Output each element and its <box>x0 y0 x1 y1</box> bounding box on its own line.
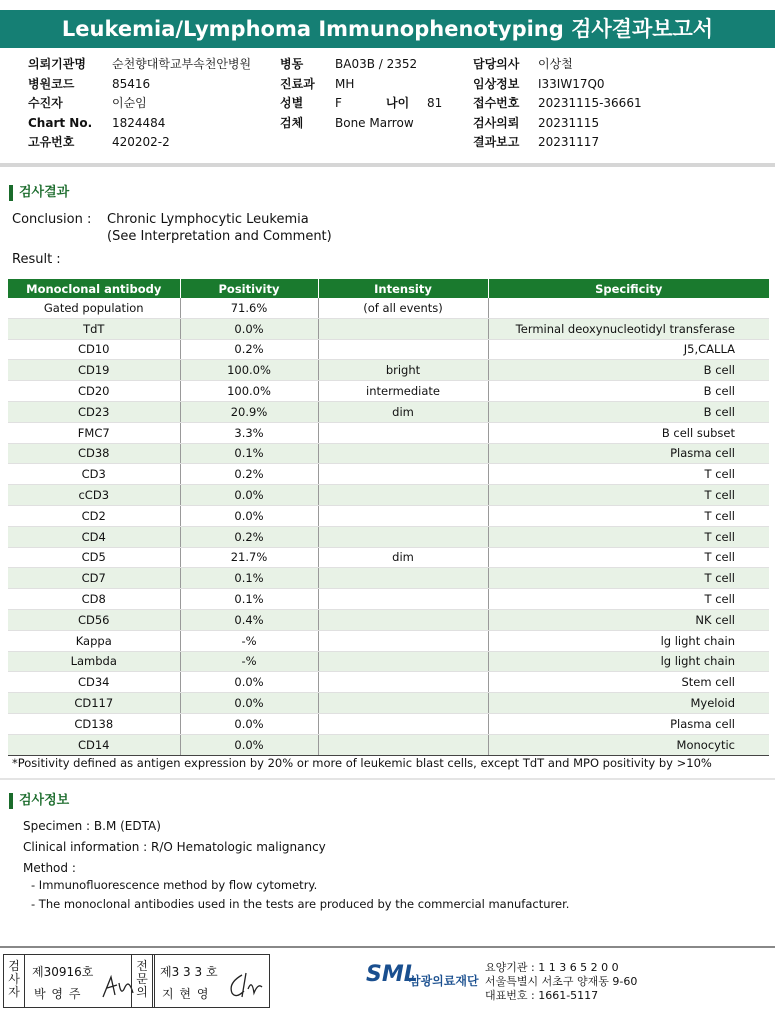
table-row <box>8 318 769 339</box>
intensity-cell <box>318 505 488 526</box>
antibody-cell: TdT <box>8 318 180 339</box>
field-label: 고유번호 <box>28 135 75 149</box>
specificity-cell: lg light chain <box>488 651 769 672</box>
field-label: 검사의뢰 <box>473 115 520 130</box>
age-label: 나이 <box>386 96 410 110</box>
intensity-cell <box>318 630 488 651</box>
positivity-cell: 100.0% <box>180 360 318 381</box>
age-value: 81 <box>427 96 443 110</box>
vertical-char: 의 <box>136 985 148 999</box>
positivity-cell: 0.2% <box>180 339 318 360</box>
specialist-license: 제3 3 3 호 <box>160 965 218 979</box>
intensity-cell <box>318 464 488 485</box>
header-field <box>473 94 642 114</box>
positivity-cell: 0.0% <box>180 693 318 714</box>
field-label: Chart No. <box>28 115 93 130</box>
specificity-cell: J5,CALLA <box>488 339 769 360</box>
footnote: *Positivity defined as antigen expression by 20% or more of leukemic blast cells, except TdT and MPO positivity by >10% <box>12 756 712 770</box>
positivity-cell: 0.1% <box>180 568 318 589</box>
table-row <box>8 505 769 526</box>
field-value: 1824484 <box>112 115 166 130</box>
header-field <box>280 114 417 134</box>
field-value: 순천향대학교부속천안병원 <box>112 57 252 71</box>
header-field <box>28 55 251 75</box>
positivity-cell: 0.2% <box>180 464 318 485</box>
specificity-cell: Plasma cell <box>488 443 769 464</box>
table-row <box>8 547 769 568</box>
specialist-name: 지 현 영 <box>162 987 210 1001</box>
header-field <box>28 133 251 153</box>
field-value: BA03B / 2352 <box>335 57 418 71</box>
positivity-cell: 0.1% <box>180 443 318 464</box>
intensity-cell <box>318 693 488 714</box>
antibody-cell: Lambda <box>8 651 180 672</box>
header-field <box>28 75 251 95</box>
results-table <box>8 279 769 756</box>
field-value: 이상철 <box>538 57 573 71</box>
intensity-cell: dim <box>318 401 488 422</box>
header-field <box>473 75 642 95</box>
header-field <box>280 55 417 75</box>
specificity-cell: T cell <box>488 464 769 485</box>
specificity-cell: Monocytic <box>488 734 769 755</box>
specificity-cell: Stem cell <box>488 672 769 693</box>
intensity-cell <box>318 713 488 734</box>
specimen-line: Specimen : B.M (EDTA) <box>23 819 161 833</box>
intensity-cell: intermediate <box>318 381 488 402</box>
specificity-cell: T cell <box>488 505 769 526</box>
positivity-cell: 21.7% <box>180 547 318 568</box>
vertical-char: 검 <box>8 959 20 973</box>
antibody-cell: Kappa <box>8 630 180 651</box>
intensity-cell: dim <box>318 547 488 568</box>
conclusion-line2: (See Interpretation and Comment) <box>107 229 332 244</box>
table-row <box>8 464 769 485</box>
box2-vertical-label <box>134 960 150 999</box>
specificity-cell: T cell <box>488 547 769 568</box>
header-antibody: Monoclonal antibody <box>8 279 180 298</box>
specificity-cell: T cell <box>488 485 769 506</box>
table-row <box>8 422 769 443</box>
antibody-cell: CD19 <box>8 360 180 381</box>
report-title: Leukemia/Lymphoma Immunophenotyping 검사결과보고서 <box>0 10 775 48</box>
positivity-cell: -% <box>180 630 318 651</box>
box1-vertical-label <box>6 960 22 999</box>
table-row <box>8 526 769 547</box>
antibody-cell: CD56 <box>8 609 180 630</box>
field-value: 85416 <box>112 76 151 91</box>
positivity-cell: 0.2% <box>180 526 318 547</box>
conclusion-line1: Chronic Lymphocytic Leukemia <box>107 212 309 227</box>
positivity-cell: 71.6% <box>180 298 318 318</box>
positivity-cell: 0.4% <box>180 609 318 630</box>
report-footer <box>0 946 775 1018</box>
institution-code: 요양기관 : 1 1 3 6 5 2 0 0 <box>485 961 619 974</box>
intensity-cell <box>318 318 488 339</box>
table-row <box>8 381 769 402</box>
antibody-cell: CD10 <box>8 339 180 360</box>
header-col1 <box>28 55 251 153</box>
table-row <box>8 339 769 360</box>
table-row <box>8 298 769 318</box>
positivity-cell: 100.0% <box>180 381 318 402</box>
antibody-cell: CD34 <box>8 672 180 693</box>
table-row <box>8 630 769 651</box>
field-label: 결과보고 <box>473 135 520 149</box>
results-heading: 검사결과 <box>9 185 69 201</box>
positivity-cell: 3.3% <box>180 422 318 443</box>
positivity-cell: 0.1% <box>180 589 318 610</box>
intensity-cell <box>318 609 488 630</box>
antibody-cell: CD7 <box>8 568 180 589</box>
field-value: 20231115 <box>538 115 600 130</box>
antibody-cell: CD2 <box>8 505 180 526</box>
conclusion-label: Conclusion : <box>12 212 92 227</box>
header-col3 <box>473 55 642 153</box>
technician-license: 제30916호 <box>32 965 94 979</box>
antibody-cell: FMC7 <box>8 422 180 443</box>
intensity-cell <box>318 651 488 672</box>
specificity-cell: T cell <box>488 589 769 610</box>
specificity-cell: B cell <box>488 360 769 381</box>
intensity-cell <box>318 485 488 506</box>
header-field <box>28 94 251 114</box>
method-label: Method : <box>23 861 76 875</box>
intensity-cell <box>318 443 488 464</box>
table-row <box>8 568 769 589</box>
field-label: 검체 <box>280 115 304 130</box>
specificity-cell: lg light chain <box>488 630 769 651</box>
antibody-cell: Gated population <box>8 298 180 318</box>
field-label: 접수번호 <box>473 96 520 110</box>
logo-text: SML <box>366 962 418 987</box>
vertical-char: 전 <box>136 959 148 973</box>
field-value: F <box>335 96 342 110</box>
header-intensity: Intensity <box>318 279 488 298</box>
antibody-cell: CD138 <box>8 713 180 734</box>
header-positivity: Positivity <box>180 279 318 298</box>
address: 서울특별시 서초구 양재동 9-60 <box>485 975 638 988</box>
clinical-line: Clinical information : R/O Hematologic malignancy <box>23 840 326 854</box>
positivity-cell: 0.0% <box>180 672 318 693</box>
specificity-cell: NK cell <box>488 609 769 630</box>
specificity-cell: Terminal deoxynucleotidyl transferase <box>488 318 769 339</box>
table-row <box>8 485 769 506</box>
result-label: Result : <box>12 252 61 267</box>
field-value: 20231117 <box>538 135 600 149</box>
field-label: 의뢰기관명 <box>28 57 86 71</box>
specificity-cell: Plasma cell <box>488 713 769 734</box>
specificity-cell: T cell <box>488 526 769 547</box>
header-field <box>28 114 251 134</box>
field-value: Bone Marrow <box>335 115 414 130</box>
signature-box-specialist <box>131 954 270 1008</box>
specificity-cell: Myeloid <box>488 693 769 714</box>
intensity-cell <box>318 422 488 443</box>
table-row <box>8 693 769 714</box>
header-field <box>473 114 642 134</box>
table-row <box>8 401 769 422</box>
age-field <box>386 94 442 113</box>
antibody-cell: cCD3 <box>8 485 180 506</box>
intensity-cell <box>318 734 488 755</box>
positivity-cell: 0.0% <box>180 713 318 734</box>
divider <box>0 778 775 780</box>
intensity-cell <box>318 526 488 547</box>
vertical-char: 사 <box>8 972 20 986</box>
table-row <box>8 672 769 693</box>
footer-contact <box>485 961 637 1003</box>
intensity-cell <box>318 339 488 360</box>
antibody-cell: CD3 <box>8 464 180 485</box>
table-row <box>8 651 769 672</box>
divider <box>0 163 775 167</box>
field-value: MH <box>335 76 355 91</box>
vertical-char: 문 <box>136 972 148 986</box>
field-label: 병동 <box>280 57 304 71</box>
field-value: 이순임 <box>112 96 147 110</box>
specificity-cell: T cell <box>488 568 769 589</box>
positivity-cell: 0.0% <box>180 505 318 526</box>
specificity-cell: B cell subset <box>488 422 769 443</box>
antibody-cell: CD23 <box>8 401 180 422</box>
field-value: I33IW17Q0 <box>538 76 605 91</box>
table-row <box>8 713 769 734</box>
field-label: 병원코드 <box>28 76 75 91</box>
antibody-cell: CD38 <box>8 443 180 464</box>
positivity-cell: 0.0% <box>180 485 318 506</box>
antibody-cell: CD5 <box>8 547 180 568</box>
field-value: 20231115-36661 <box>538 96 642 110</box>
table-row <box>8 360 769 381</box>
field-label: 담당의사 <box>473 57 520 71</box>
table-row <box>8 443 769 464</box>
info-heading: 검사정보 <box>9 793 69 809</box>
positivity-cell: 20.9% <box>180 401 318 422</box>
specificity-cell: B cell <box>488 401 769 422</box>
foundation-name: 삼광의료재단 <box>409 974 479 988</box>
specialist-signature-icon <box>224 969 264 1001</box>
method-line-1: - Immunofluorescence method by flow cytometry. <box>31 878 318 892</box>
field-label: 진료과 <box>280 76 315 91</box>
field-label: 수진자 <box>28 96 63 110</box>
technician-name: 박 영 주 <box>34 987 82 1001</box>
positivity-cell: -% <box>180 651 318 672</box>
antibody-cell: CD14 <box>8 734 180 755</box>
antibody-cell: CD8 <box>8 589 180 610</box>
antibody-cell: CD4 <box>8 526 180 547</box>
specificity-cell: B cell <box>488 381 769 402</box>
header-field <box>280 75 417 95</box>
header-field <box>473 55 642 75</box>
header-specificity: Specificity <box>488 279 769 298</box>
positivity-cell: 0.0% <box>180 318 318 339</box>
intensity-cell <box>318 568 488 589</box>
field-value: 420202-2 <box>112 135 170 149</box>
positivity-cell: 0.0% <box>180 734 318 755</box>
phone: 대표번호 : 1661-5117 <box>485 989 599 1002</box>
field-label: 성별 <box>280 96 304 110</box>
header-field <box>473 133 642 153</box>
table-row <box>8 589 769 610</box>
field-label: 임상정보 <box>473 76 520 91</box>
table-row <box>8 734 769 755</box>
table-row <box>8 609 769 630</box>
antibody-cell: CD20 <box>8 381 180 402</box>
specificity-cell <box>488 298 769 318</box>
antibody-cell: CD117 <box>8 693 180 714</box>
vertical-char: 자 <box>8 985 20 999</box>
intensity-cell: (of all events) <box>318 298 488 318</box>
intensity-cell <box>318 672 488 693</box>
intensity-cell <box>318 589 488 610</box>
method-line-2: - The monoclonal antibodies used in the tests are produced by the commercial manufacturer. <box>31 897 570 911</box>
intensity-cell: bright <box>318 360 488 381</box>
table-header-row <box>8 279 769 298</box>
